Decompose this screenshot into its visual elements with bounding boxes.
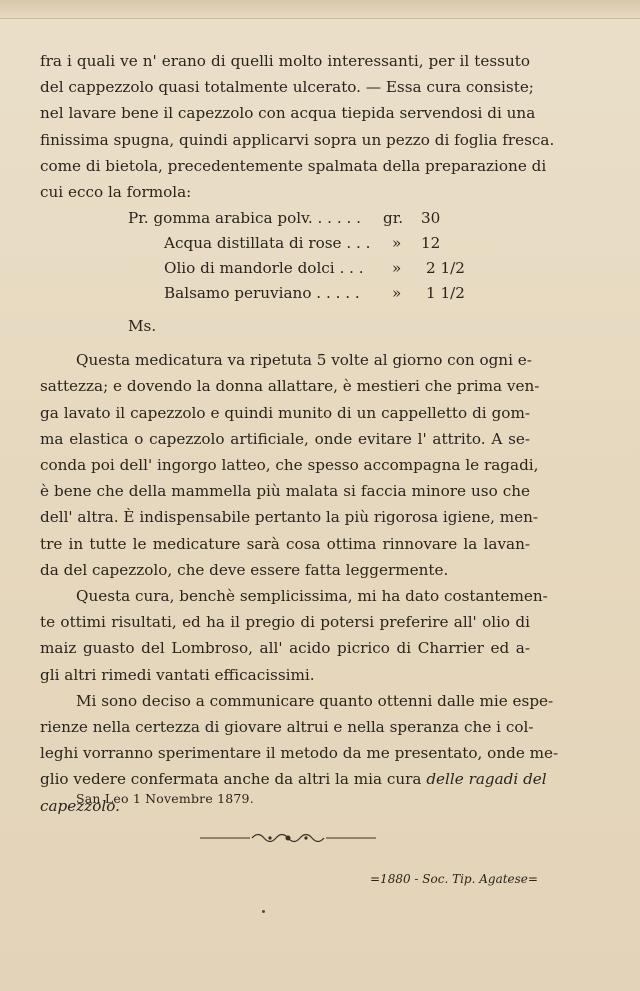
paper-speck: [262, 910, 265, 913]
text-line: nel lavare bene il capezzolo con acqua tiepida servendosi di una: [40, 104, 536, 123]
recipe-unit: »: [392, 284, 402, 303]
text-line: del cappezzolo quasi totalmente ulcerato. — Essa cura consiste;: [40, 78, 534, 97]
text-line: dell' altra. È indispensabile pertanto la più rigorosa igiene, men-: [40, 508, 539, 527]
recipe-ms: Ms.: [128, 317, 157, 336]
recipe-unit: gr.: [383, 209, 404, 228]
italic-title-end: capezzolo.: [40, 796, 120, 815]
recipe-quantity: 12: [421, 234, 441, 253]
text-line: ma elastica o capezzolo artificiale, onde evitare l' attrito. A se-: [40, 429, 530, 448]
text-line: da del capezzolo, che deve essere fatta leggermente.: [40, 560, 449, 579]
paragraph-2: [40, 347, 540, 583]
text-line: maiz guasto del Lombroso, all' acido picrico di Charrier ed a-: [40, 639, 530, 658]
text-line: tre in tutte le medicature sarà cosa ottima rinnovare la lavan-: [40, 534, 530, 553]
text-line: ga lavato il capezzolo e quindi munito di un cappelletto di gom-: [40, 403, 530, 422]
text-line: [40, 766, 547, 792]
ornament-divider: [200, 828, 376, 848]
text-line: gli altri rimedi vantati efficacissimi.: [40, 665, 315, 684]
recipe-quantity: 1 1/2: [426, 284, 465, 303]
text-line: sattezza; e dovendo la donna allattare, è mestieri che prima ven-: [40, 377, 540, 396]
recipe-ingredient: Balsamo peruviano . . . . .: [164, 284, 360, 303]
page-fold-edge: [0, 0, 640, 19]
recipe-ingredient: Olio di mandorle dolci . . .: [164, 259, 364, 278]
paragraph-1: [40, 48, 555, 205]
text-line: conda poi dell' ingorgo latteo, che spesso accompagna le ragadi,: [40, 456, 539, 475]
text-line: Questa medicatura va ripetuta 5 volte al giorno con ogni e-: [76, 351, 532, 370]
recipe-unit: »: [392, 259, 402, 278]
recipe-quantity: 2 1/2: [426, 259, 465, 278]
text-fragment: glio vedere confermata anche da altri la mia cura: [40, 770, 422, 789]
text-line: è bene che della mammella più malata si faccia minore uso che: [40, 482, 530, 501]
text-line: fra i quali ve n' erano di quelli molto interessanti, per il tessuto: [40, 52, 530, 70]
text-line: finissima spugna, quindi applicarvi sopra un pezzo di foglia fresca.: [40, 130, 555, 149]
text-line: Mi sono deciso a communicare quanto ottenni dalle mie espe-: [76, 691, 554, 710]
text-line: cui ecco la formola:: [40, 183, 192, 202]
italic-title: delle ragadi del: [426, 770, 547, 789]
recipe-unit: »: [392, 234, 402, 253]
paragraph-3: [40, 583, 548, 688]
text-line: leghi vorranno sperimentare il metodo da me presentato, onde me-: [40, 744, 559, 763]
recipe-formula: [40, 205, 530, 313]
text-line: te ottimi risultati, ed ha il pregio di potersi preferire all' olio di: [40, 613, 530, 632]
printer-imprint: =1880 - Soc. Tip. Agatese=: [370, 872, 538, 886]
text-line: Questa cura, benchè semplicissima, mi ha dato costantemen-: [76, 587, 548, 606]
date-signature: San Leo 1 Novembre 1879.: [76, 791, 254, 806]
body-text: [40, 48, 559, 819]
text-line: come di bietola, precedentemente spalmata della preparazione di: [40, 156, 547, 175]
recipe-ingredient: Pr. gomma arabica polv. . . . . .: [128, 209, 361, 228]
recipe-quantity: 30: [421, 209, 441, 228]
recipe-ingredient: Acqua distillata di rose . . .: [164, 234, 371, 253]
text-line: rienze nella certezza di giovare altrui e nella speranza che i col-: [40, 718, 534, 737]
